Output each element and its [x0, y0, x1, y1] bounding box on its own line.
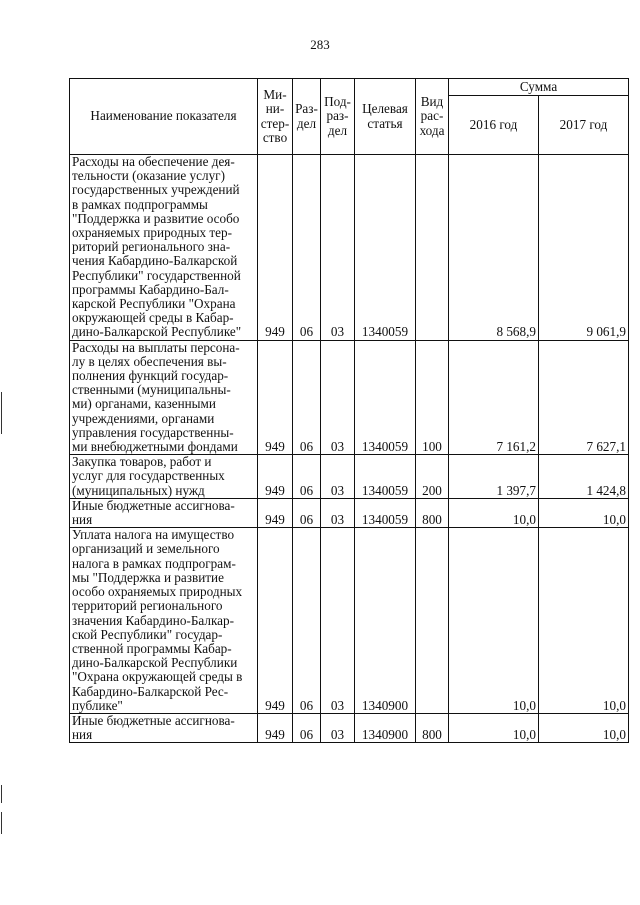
row-target: 1340059: [355, 340, 416, 455]
row-amount-2017: 10,0: [539, 713, 629, 742]
row-amount-2016: 10,0: [449, 528, 539, 714]
table-row: [70, 498, 629, 527]
row-name: Расходы на обеспечение дея- тельности (оказание услуг) государственных учреждений в рамках подпрограммы "Поддержка и развитие особо охраняемых природных тер- риторий регионального зна- чения Кабардино-Балкарской Республики" государственной программы Кабардино-Бал- карской Республики "Охрана окружающей среды в Кабар- дино-Балкарской Республике": [70, 155, 258, 341]
table-row: [70, 528, 629, 714]
row-amount-2017: 9 061,9: [539, 155, 629, 341]
margin-mark: [1, 785, 2, 803]
row-amount-2017: 1 424,8: [539, 455, 629, 499]
row-amount-2016: 10,0: [449, 713, 539, 742]
header-name: Наименование показателя: [70, 79, 258, 155]
header-year-2017: 2017 год: [539, 96, 629, 155]
row-section: 06: [293, 155, 321, 341]
row-subsection: 03: [321, 498, 355, 527]
row-expense-type: 800: [416, 498, 449, 527]
row-expense-type: [416, 155, 449, 341]
table-row: [70, 340, 629, 455]
header-section: Раз- дел: [293, 79, 321, 155]
row-name: Иные бюджетные ассигнова- ния: [70, 713, 258, 742]
row-target: 1340059: [355, 455, 416, 499]
row-amount-2016: 8 568,9: [449, 155, 539, 341]
header-target: Целевая статья: [355, 79, 416, 155]
header-sum: Сумма: [449, 79, 629, 96]
header-ministry: Ми- ни- стер- ство: [258, 79, 293, 155]
row-name: Уплата налога на имущество организаций и земельного налога в рамках подпрограм- мы "Поддержка и развитие особо охраняемых природных территорий регионального значения Кабардино-Балкар- ской Республики" государ- ственной программы Кабар- дино-Балкарской Республики "Охрана окружающей среды в Кабардино-Балкарской Рес- публике": [70, 528, 258, 714]
row-expense-type: 200: [416, 455, 449, 499]
row-expense-type: [416, 528, 449, 714]
row-subsection: 03: [321, 340, 355, 455]
row-subsection: 03: [321, 528, 355, 714]
row-subsection: 03: [321, 713, 355, 742]
row-ministry: 949: [258, 713, 293, 742]
row-amount-2017: 10,0: [539, 528, 629, 714]
row-section: 06: [293, 455, 321, 499]
row-ministry: 949: [258, 455, 293, 499]
row-amount-2017: 10,0: [539, 498, 629, 527]
row-ministry: 949: [258, 498, 293, 527]
page-number: 283: [310, 37, 330, 52]
header-year-2016: 2016 год: [449, 96, 539, 155]
table-row: [70, 155, 629, 341]
row-name: Закупка товаров, работ и услуг для государственных (муниципальных) нужд: [70, 455, 258, 499]
row-amount-2016: 7 161,2: [449, 340, 539, 455]
row-target: 1340059: [355, 155, 416, 341]
row-target: 1340900: [355, 528, 416, 714]
row-ministry: 949: [258, 340, 293, 455]
row-expense-type: 800: [416, 713, 449, 742]
row-amount-2016: 1 397,7: [449, 455, 539, 499]
row-section: 06: [293, 528, 321, 714]
row-section: 06: [293, 498, 321, 527]
row-amount-2016: 10,0: [449, 498, 539, 527]
row-target: 1340900: [355, 713, 416, 742]
row-name: Иные бюджетные ассигнова- ния: [70, 498, 258, 527]
row-ministry: 949: [258, 155, 293, 341]
margin-mark: [1, 812, 2, 834]
row-target: 1340059: [355, 498, 416, 527]
margin-mark: [1, 392, 2, 434]
row-section: 06: [293, 713, 321, 742]
header-expense-type: Вид рас- хода: [416, 79, 449, 155]
row-name: Расходы на выплаты персона- лу в целях обеспечения вы- полнения функций государ- ственными (муниципальны- ми) органами, казенными учреждениями, органами управления государственны- ми внебюджетными фондами: [70, 340, 258, 455]
row-subsection: 03: [321, 155, 355, 341]
row-ministry: 949: [258, 528, 293, 714]
budget-table: [69, 78, 629, 743]
row-amount-2017: 7 627,1: [539, 340, 629, 455]
table-row: [70, 455, 629, 499]
row-subsection: 03: [321, 455, 355, 499]
row-section: 06: [293, 340, 321, 455]
header-subsection: Под- раз- дел: [321, 79, 355, 155]
table-body: [70, 155, 629, 743]
row-expense-type: 100: [416, 340, 449, 455]
table-row: [70, 713, 629, 742]
